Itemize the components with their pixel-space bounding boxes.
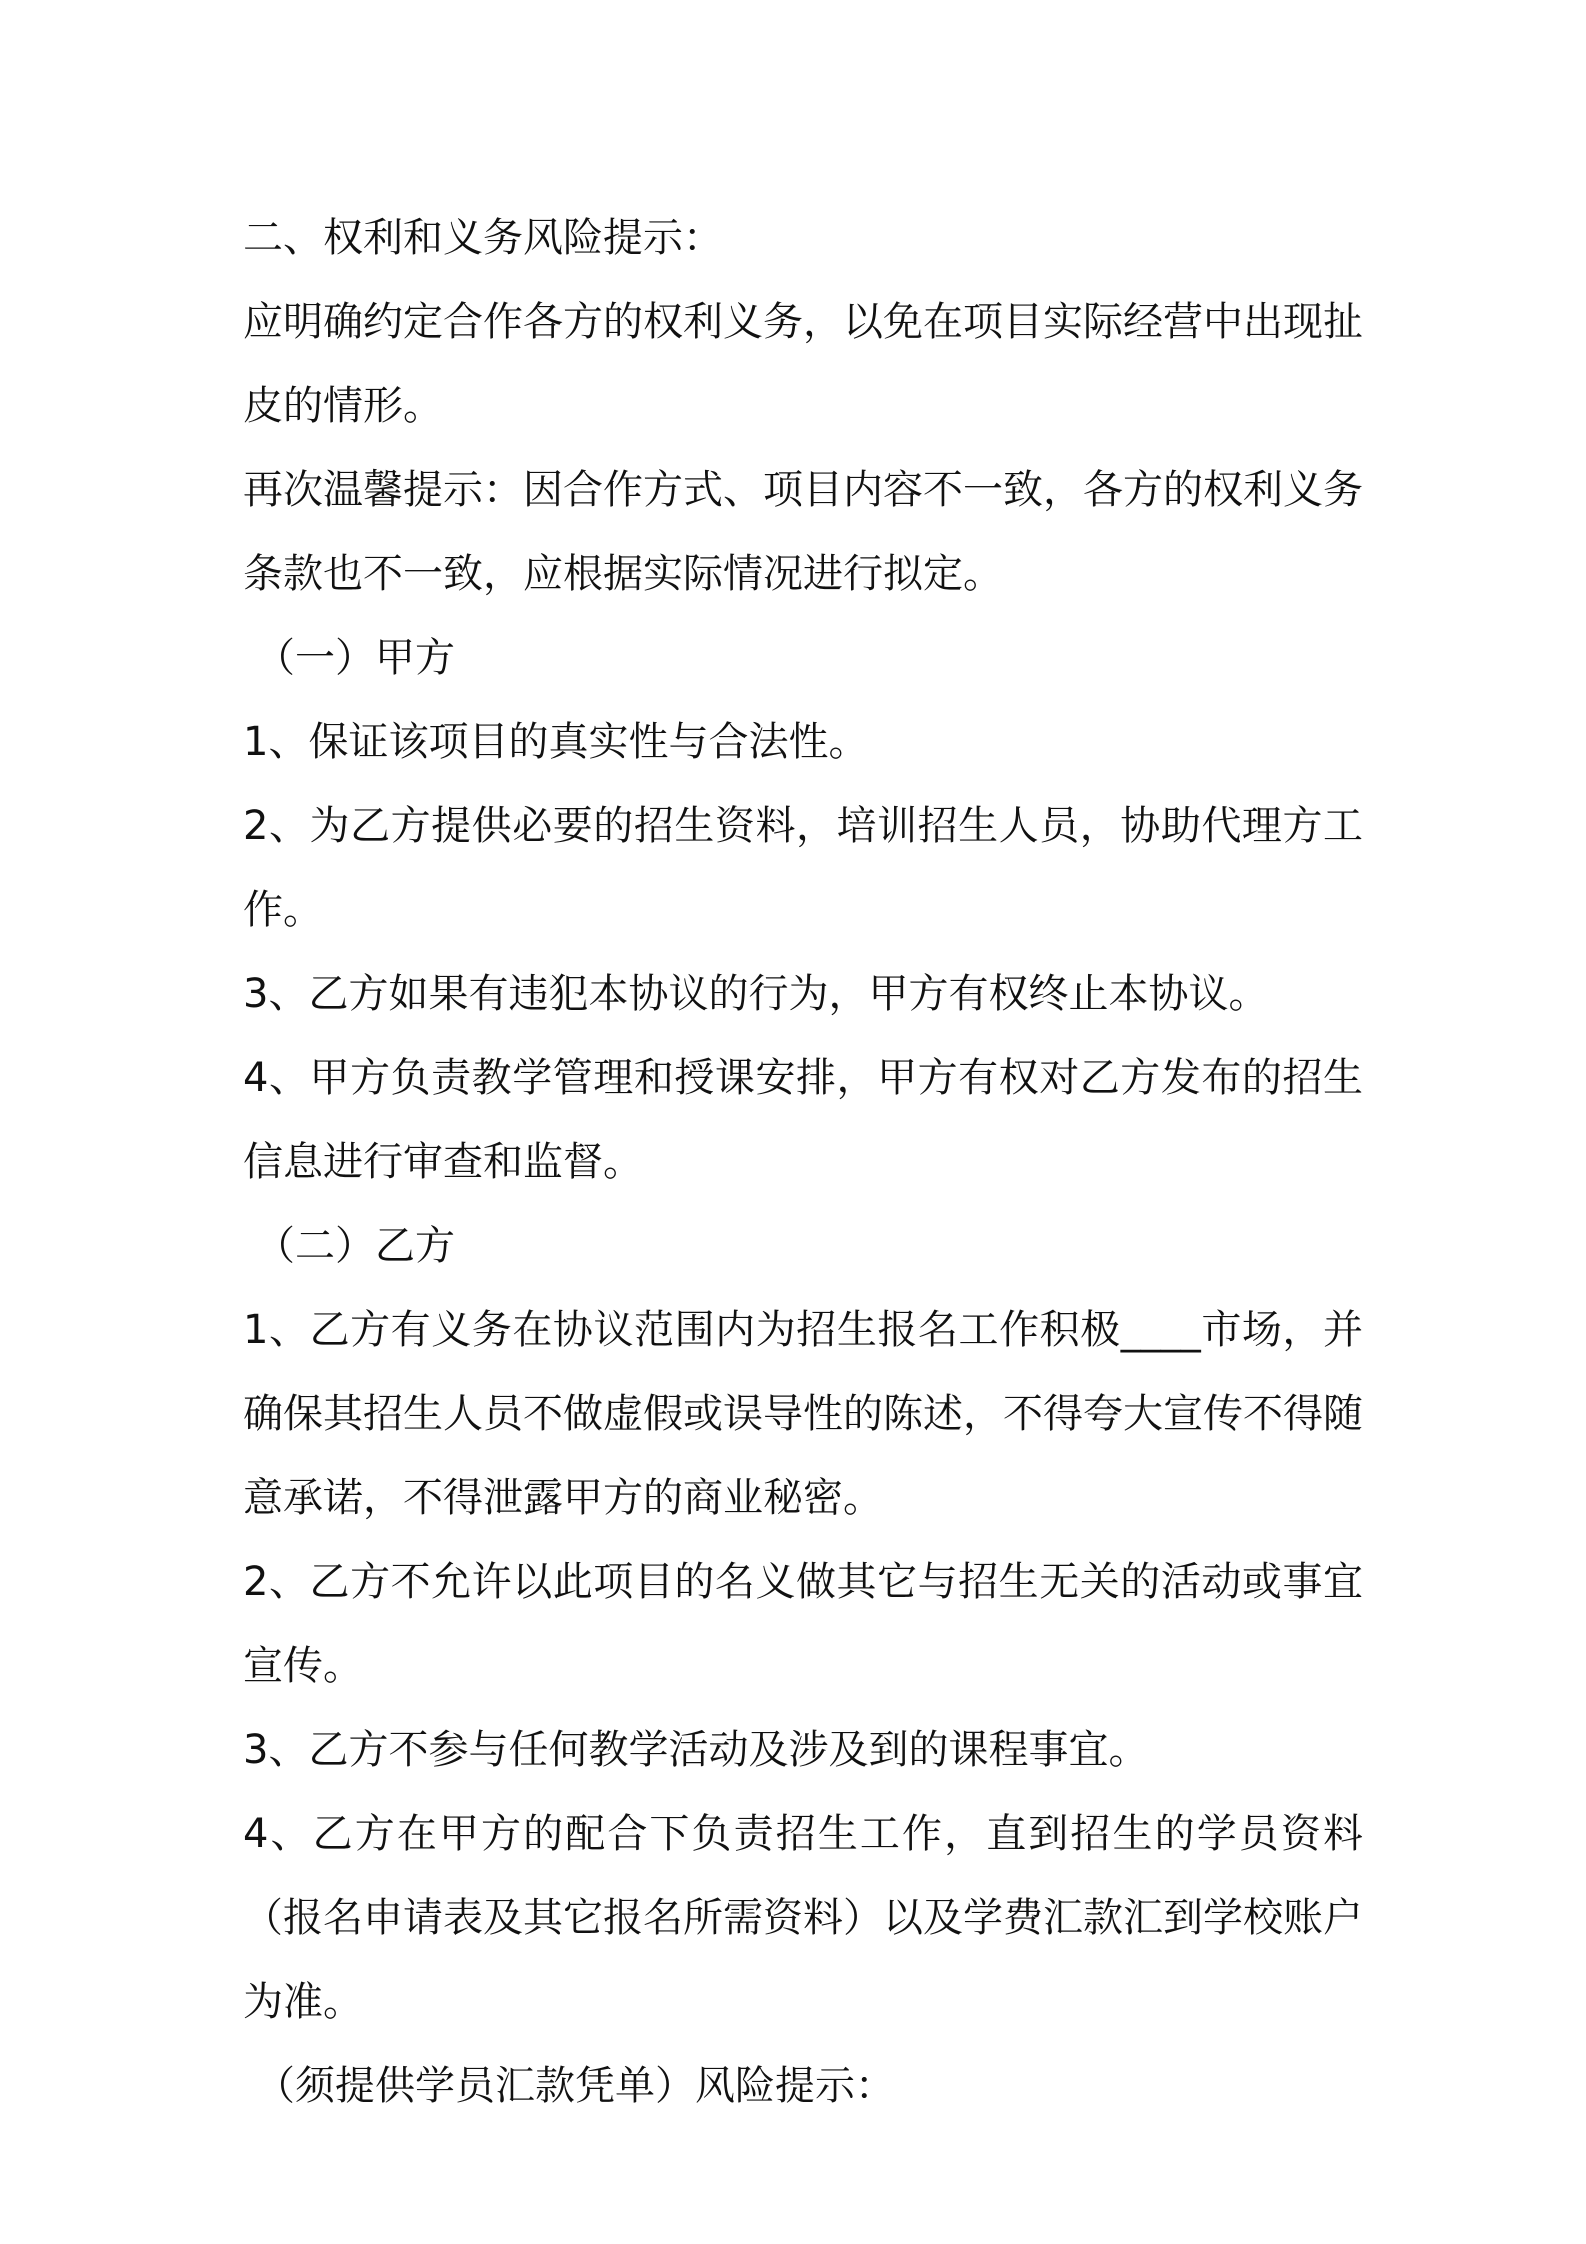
b-item-1: 1、乙方有义务在协议范围内为招生报名工作积极____市场，并确保其招生人员不做虚假或误导性的陈述，不得夸大宣传不得随意承诺，不得泄露甲方的商业秘密。 bbox=[243, 1307, 1363, 1521]
b-item-4-note: （须提供学员汇款凭单）风险提示： bbox=[255, 2063, 895, 2109]
a-item-1: 1、保证该项目的真实性与合法性。 bbox=[243, 719, 869, 765]
b-item-4: 4、乙方在甲方的配合下负责招生工作，直到招生的学员资料（报名申请表及其它报名所需资料）以及学费汇款汇到学校账户为准。 bbox=[243, 1811, 1363, 2025]
section-party-a: （一）甲方 bbox=[255, 635, 455, 681]
heading-rights: 二、权利和义务风险提示： bbox=[243, 215, 723, 261]
a-item-4: 4、甲方负责教学管理和授课安排，甲方有权对乙方发布的招生信息进行审查和监督。 bbox=[243, 1055, 1363, 1185]
reminder: 再次温馨提示：因合作方式、项目内容不一致，各方的权利义务条款也不一致，应根据实际情况进行拟定。 bbox=[243, 467, 1363, 597]
document-body bbox=[243, 196, 1363, 2128]
b-item-3: 3、乙方不参与任何教学活动及涉及到的课程事宜。 bbox=[243, 1727, 1149, 1773]
a-item-3: 3、乙方如果有违犯本协议的行为，甲方有权终止本协议。 bbox=[243, 971, 1269, 1017]
b-item-2: 2、乙方不允许以此项目的名义做其它与招生无关的活动或事宜宣传。 bbox=[243, 1559, 1363, 1689]
clarify-rights: 应明确约定合作各方的权利义务，以免在项目实际经营中出现扯皮的情形。 bbox=[243, 299, 1363, 429]
a-item-2: 2、为乙方提供必要的招生资料，培训招生人员，协助代理方工作。 bbox=[243, 803, 1363, 933]
section-party-b: （二）乙方 bbox=[255, 1223, 455, 1269]
